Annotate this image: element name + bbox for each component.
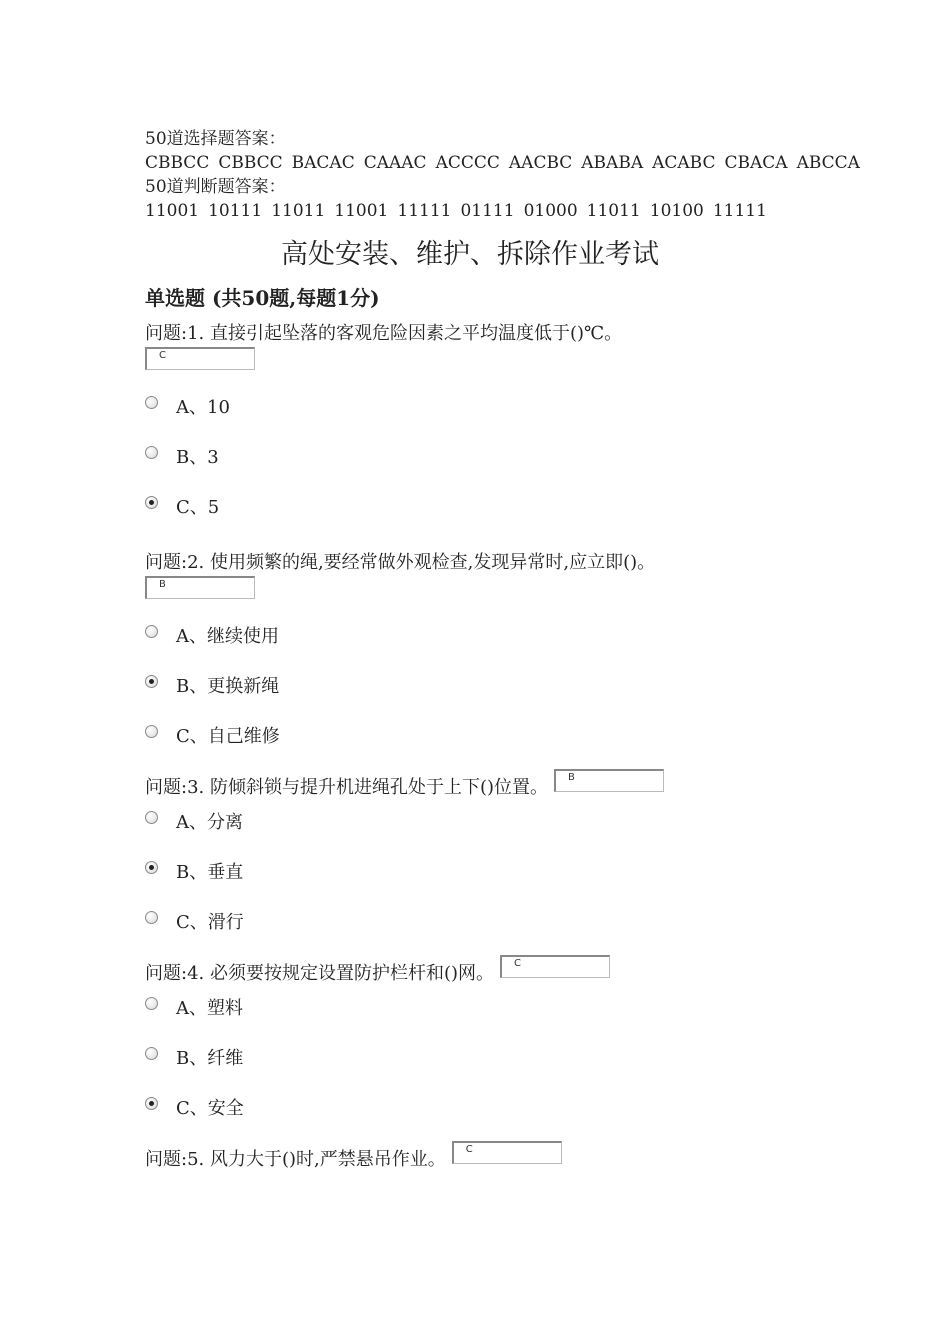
- mc-code-group: AACBC: [508, 153, 573, 173]
- tf-code-group: 10100: [649, 201, 704, 221]
- tf-code-group: 11001: [334, 201, 389, 221]
- option-label: B、纤维: [176, 1048, 244, 1069]
- option-a[interactable]: [145, 394, 805, 444]
- question-label: 问题:2. 使用频繁的绳,要经常做外观检查,发现异常时,应立即()。: [145, 552, 656, 573]
- question-text: [145, 321, 805, 370]
- tf-code-group: 11111: [397, 201, 452, 221]
- options-list: [145, 394, 805, 544]
- option-label: A、分离: [176, 812, 243, 833]
- radio-icon[interactable]: [145, 396, 158, 409]
- options-list: [145, 995, 805, 1145]
- mc-code-group: ABABA: [581, 153, 644, 173]
- answer-input[interactable]: B: [554, 769, 664, 792]
- answer-input[interactable]: B: [145, 576, 255, 599]
- question-5: [145, 1144, 805, 1173]
- question-text: [145, 1144, 805, 1173]
- option-label: C、自己维修: [176, 726, 280, 747]
- mc-answers-heading: 50道选择题答案：: [145, 129, 286, 149]
- mc-code-group: ABCCA: [796, 153, 860, 173]
- radio-icon[interactable]: [145, 1047, 158, 1060]
- radio-icon[interactable]: [145, 496, 158, 509]
- section-heading: 单选题 (共50题,每题1分): [145, 286, 380, 310]
- mc-code-group: CAAAC: [363, 153, 427, 173]
- tf-answers-codes: [145, 199, 805, 223]
- option-c[interactable]: [145, 723, 805, 773]
- answer-input[interactable]: C: [500, 955, 610, 978]
- option-a[interactable]: [145, 809, 805, 859]
- radio-icon[interactable]: [145, 861, 158, 874]
- tf-code-group: 11001: [145, 201, 200, 221]
- mc-code-group: CBACA: [724, 153, 788, 173]
- question-text: [145, 958, 805, 987]
- option-a[interactable]: [145, 995, 805, 1045]
- question-4: [145, 958, 805, 1145]
- option-c[interactable]: [145, 1095, 805, 1145]
- option-label: A、塑料: [176, 998, 243, 1019]
- mc-answers-codes: [145, 151, 860, 175]
- question-text: [145, 550, 805, 599]
- option-label: A、继续使用: [176, 626, 279, 647]
- radio-icon[interactable]: [145, 675, 158, 688]
- question-label: 问题:4. 必须要按规定设置防护栏杆和()网。: [145, 963, 495, 984]
- tf-code-group: 01111: [460, 201, 515, 221]
- option-label: C、滑行: [176, 912, 244, 933]
- answer-input[interactable]: C: [145, 347, 255, 370]
- option-label: A、10: [176, 397, 230, 418]
- document-page: [145, 127, 860, 1173]
- option-c[interactable]: [145, 494, 805, 544]
- option-b[interactable]: [145, 1045, 805, 1095]
- tf-answers-heading: 50道判断题答案：: [145, 177, 286, 197]
- tf-code-group: 11111: [712, 201, 767, 221]
- option-c[interactable]: [145, 909, 805, 959]
- page-title: 高处安装、维护、拆除作业考试: [281, 239, 659, 270]
- radio-icon[interactable]: [145, 725, 158, 738]
- option-label: B、垂直: [176, 862, 244, 883]
- question-label: 问题:3. 防倾斜锁与提升机进绳孔处于上下()位置。: [145, 777, 549, 798]
- option-label: B、更换新绳: [176, 676, 280, 697]
- mc-code-group: CBBCC: [218, 153, 283, 173]
- question-label: 问题:1. 直接引起坠落的客观危险因素之平均温度低于()℃。: [145, 323, 623, 344]
- option-label: C、5: [176, 497, 220, 518]
- option-label: C、安全: [176, 1098, 244, 1119]
- radio-icon[interactable]: [145, 911, 158, 924]
- option-label: B、3: [176, 447, 219, 468]
- radio-icon[interactable]: [145, 625, 158, 638]
- question-text: [145, 772, 805, 801]
- options-list: [145, 623, 805, 773]
- mc-code-group: ACCCC: [435, 153, 500, 173]
- radio-icon[interactable]: [145, 997, 158, 1010]
- mc-code-group: CBBCC: [145, 153, 210, 173]
- question-2: [145, 550, 805, 773]
- question-3: [145, 772, 805, 959]
- tf-code-group: 01000: [523, 201, 578, 221]
- radio-icon[interactable]: [145, 811, 158, 824]
- question-label: 问题:5. 风力大于()时,严禁悬吊作业。: [145, 1149, 446, 1170]
- radio-icon[interactable]: [145, 1097, 158, 1110]
- tf-code-group: 10111: [208, 201, 263, 221]
- option-b[interactable]: [145, 444, 805, 494]
- option-a[interactable]: [145, 623, 805, 673]
- tf-code-group: 11011: [586, 201, 641, 221]
- options-list: [145, 809, 805, 959]
- mc-code-group: BACAC: [291, 153, 355, 173]
- question-1: [145, 321, 805, 544]
- mc-code-group: ACABC: [652, 153, 716, 173]
- option-b[interactable]: [145, 673, 805, 723]
- answer-input[interactable]: C: [452, 1141, 562, 1164]
- radio-icon[interactable]: [145, 446, 158, 459]
- option-b[interactable]: [145, 859, 805, 909]
- tf-code-group: 11011: [271, 201, 326, 221]
